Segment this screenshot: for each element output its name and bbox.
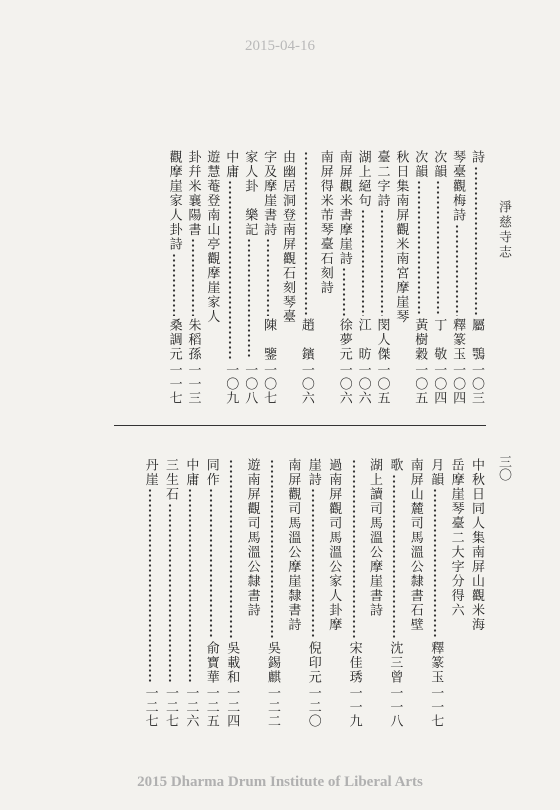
toc-entry-author: 屬 鶚 (469, 317, 484, 361)
toc-entry (449, 150, 465, 405)
leader-dots (142, 488, 158, 682)
leader-dots (449, 224, 465, 316)
toc-entry (241, 150, 257, 405)
toc-entry (336, 150, 352, 405)
toc-entry (325, 458, 341, 728)
toc-entry-title: 過南屏觀司馬溫公家人卦摩 (326, 458, 342, 632)
leader-dots (185, 238, 201, 316)
leader-dots (430, 180, 446, 316)
toc-entry (346, 458, 362, 728)
leader-dots (203, 488, 219, 639)
leader-dots (298, 151, 314, 316)
leader-dots (166, 253, 182, 316)
toc-entry-page: 一二二 (265, 686, 280, 728)
leader-dots (264, 459, 280, 639)
toc-entry-page: 一〇六 (336, 363, 352, 405)
toc-entry-author: 釋篆玉 (450, 317, 466, 361)
toc-entry-page: 一一七 (428, 686, 444, 728)
toc-entry-page: 一〇四 (450, 363, 466, 405)
toc-entry-title: 遊慧菴登南山亭觀摩崖家人 (204, 150, 220, 324)
toc-entry-title: 由幽居洞登南屏觀石刻琴臺 (280, 150, 295, 324)
leader-dots (305, 488, 321, 639)
leader-dots (427, 488, 443, 639)
toc-entry (317, 150, 333, 405)
toc-entry-page: 一〇四 (431, 363, 447, 405)
toc-entry-title: 湖上絕句 (355, 150, 371, 208)
toc-entry-author: 宋佳琇 (346, 640, 362, 684)
toc-entry (284, 458, 300, 728)
toc-entry-author: 趙 鑌 (298, 317, 314, 361)
toc-entry-title: 次韻 (412, 150, 428, 179)
toc-entry (162, 458, 178, 728)
toc-entry-author: 朱稻孫 (185, 317, 201, 361)
toc-entry-title: 南屏觀米書摩崖詩 (336, 150, 352, 266)
toc-entry-page: 一〇五 (374, 363, 390, 405)
toc-entry-author: 江 昉 (355, 317, 371, 361)
toc-entry (355, 150, 371, 405)
toc-entry-page: 一〇七 (261, 363, 277, 405)
toc-entry-title: 三生石 (163, 458, 178, 502)
toc-entry-title: 家人卦 樂記 (242, 150, 258, 237)
toc-entry-title: 觀摩崖家人卦詩 (166, 150, 182, 252)
toc-entry-page: 一〇九 (223, 363, 239, 405)
toc-entry-title: 南屏得米芾琴臺石刻詩 (317, 150, 333, 295)
toc-entry (203, 458, 219, 728)
date-watermark: 2015-04-16 (245, 38, 315, 54)
leader-dots (182, 488, 198, 682)
toc-entry-title: 崖詩 (305, 458, 321, 487)
toc-entry-author: 吳錫麒 (265, 640, 280, 684)
toc-entry-title: 中庸 (223, 150, 239, 179)
toc-entry-page: 一二五 (203, 686, 219, 728)
leader-dots (223, 459, 239, 639)
leader-dots (222, 180, 238, 359)
toc-entry (182, 458, 198, 728)
toc-entry-title: 遊南屏觀司馬溫公隸書詩 (244, 458, 260, 618)
toc-entry-author: 陳 鑒 (261, 317, 277, 361)
toc-entry-author: 桑調元 (166, 317, 182, 361)
toc-entry (222, 150, 238, 405)
toc-entry (374, 150, 390, 405)
toc-entry-title: 秋日集南屏觀米南宮摩崖琴 (393, 150, 409, 324)
toc-entry (305, 458, 321, 728)
toc-entry (279, 150, 295, 405)
toc-entry-page: 一二四 (224, 686, 240, 728)
toc-entry-page: 一一九 (346, 686, 362, 728)
toc-entry (468, 458, 484, 728)
toc-entry (407, 458, 423, 728)
toc-entry-title: 同作 (203, 458, 219, 487)
toc-entry-page: 一一七 (166, 363, 182, 405)
toc-entry (386, 458, 402, 728)
toc-entry (203, 150, 219, 405)
toc-entry-page: 一二七 (163, 686, 178, 728)
leader-dots (411, 180, 427, 316)
toc-entry-title: 琴臺觀梅詩 (450, 150, 466, 223)
toc-entry-author: 丁 敬 (431, 317, 447, 361)
toc-entry (185, 150, 201, 405)
toc-entry-title: 卦幷米襄陽書 (185, 150, 201, 237)
toc-entry-page: 一二七 (142, 686, 158, 728)
toc-entry-title: 岳摩崖琴臺二大字分得六 (448, 458, 464, 618)
toc-entry (260, 150, 276, 405)
toc-entry-title: 詩 (469, 150, 484, 165)
toc-entry (468, 150, 484, 405)
toc-entry (430, 150, 446, 405)
toc-entry-author: 徐夢元 (336, 317, 352, 361)
toc-entry (411, 150, 427, 405)
toc-entry-title: 南屏觀司馬溫公摩崖隸書詩 (285, 458, 301, 632)
toc-entry-author: 閔人傑 (374, 317, 390, 361)
toc-entry-page: 一〇八 (242, 363, 258, 405)
toc-entry (392, 150, 408, 405)
toc-entry (427, 458, 443, 728)
toc-entry-title: 次韻 (431, 150, 447, 179)
leader-dots (260, 238, 276, 316)
toc-entry-page: 一二六 (183, 686, 199, 728)
toc-entry-page: 一〇六 (298, 363, 314, 405)
toc-entry-page: 一〇五 (412, 363, 428, 405)
toc-entry-author: 俞寶華 (203, 640, 219, 684)
toc-entry-title: 歌 (387, 458, 403, 473)
section-divider (114, 425, 486, 426)
leader-dots (355, 209, 371, 316)
leader-dots (386, 474, 402, 639)
toc-entry-page: 一〇六 (355, 363, 371, 405)
page-number: 三〇 (496, 455, 511, 481)
toc-entry (142, 458, 158, 728)
toc-entry (298, 150, 314, 405)
toc-entry-title: 中庸 (183, 458, 199, 487)
toc-entry (244, 458, 260, 728)
toc-entry-author: 沈三曾 (387, 640, 403, 684)
toc-entry-author: 倪印元 (305, 640, 321, 684)
toc-entry (448, 458, 464, 728)
leader-dots (241, 238, 257, 359)
toc-entry-page: 一一三 (185, 363, 201, 405)
toc-entry-page: 一二〇 (305, 686, 321, 728)
toc-entry-page: 一〇三 (469, 363, 484, 405)
leader-dots (374, 209, 390, 316)
toc-entry-title: 月韻 (428, 458, 444, 487)
toc-entry (264, 458, 280, 728)
leader-dots (162, 503, 178, 683)
toc-entry-title: 丹崖 (142, 458, 158, 487)
toc-entry-title: 字及摩崖書詩 (261, 150, 277, 237)
leader-dots (468, 166, 484, 316)
toc-entry (223, 458, 239, 728)
toc-entry-title: 南屏山麓司馬溫公隸書石壁 (407, 458, 423, 632)
toc-entry-author: 黃樹穀 (412, 317, 428, 361)
leader-dots (336, 267, 352, 316)
toc-entry-title: 中秋日同人集南屏山觀米海 (469, 458, 484, 632)
toc-entry (366, 458, 382, 728)
running-title: 淨慈寺志 (496, 200, 511, 260)
toc-entry-title: 湖上讀司馬溫公摩崖書詩 (367, 458, 382, 618)
toc-entry (166, 150, 182, 405)
toc-entry-author: 吳載和 (224, 640, 240, 684)
institution-watermark: 2015 Dharma Drum Institute of Liberal Arts (137, 774, 423, 790)
toc-entry-page: 一一八 (387, 686, 403, 728)
toc-entry-title: 臺二字詩 (374, 150, 390, 208)
toc-entry-author: 釋篆玉 (428, 640, 444, 684)
leader-dots (346, 459, 362, 639)
